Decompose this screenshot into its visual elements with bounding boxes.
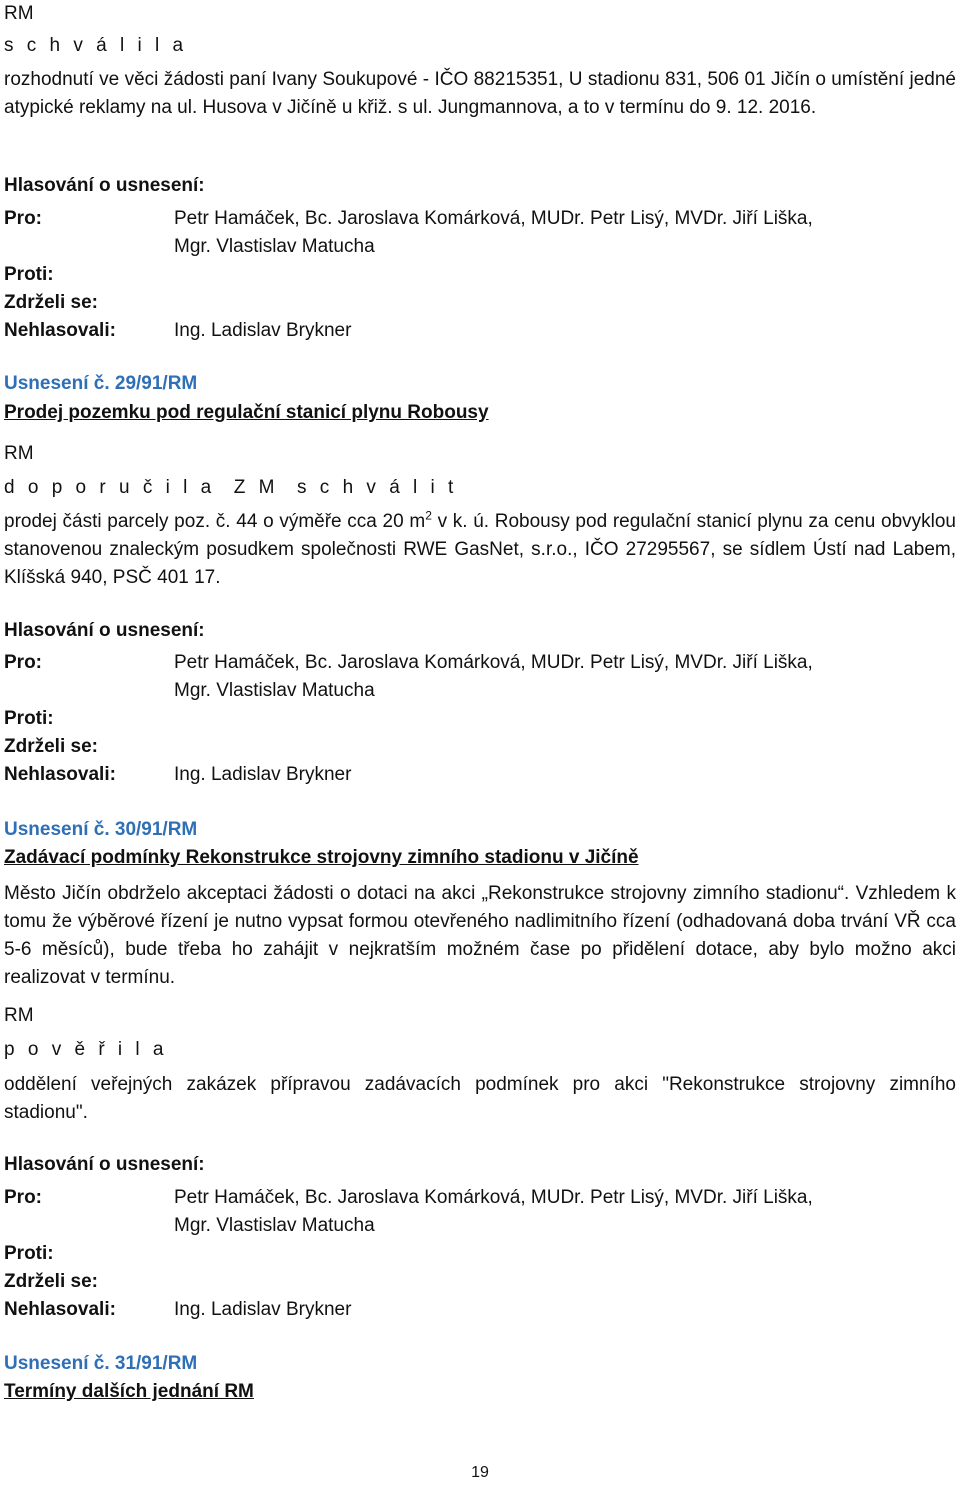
vote-pro-label: Pro: (4, 1187, 42, 1208)
vote-pro-label: Pro: (4, 652, 42, 673)
resolution-intro: Město Jičín obdrželo akceptaci žádosti o dotaci na akci „Rekonstrukce strojovny zimního stadionu“. Vzhledem k tomu že výběrové řízení je nutno vypsat formou otevřeného nadlimitního řízení (odhadovaná doba trvání VŘ cca 5-6 měsíců), bude třeba ho zahájit v nejkratším možném čase po přidělení dotace, aby bylo možno akci realizovat v termínu. (4, 883, 956, 988)
resolution-number: Usnesení č. 30/91/RM (4, 819, 198, 840)
vote-heading: Hlasování o usnesení: (4, 1154, 205, 1175)
vote-proti-label: Proti: (4, 264, 54, 285)
action-doporucila: d o p o r u č i l a Z M s c h v á l i t (4, 477, 458, 498)
vote-pro-label: Pro: (4, 208, 42, 229)
vote-pro-names-cont: Mgr. Vlastislav Matucha (174, 236, 375, 257)
vote-nehlasovali-names: Ing. Ladislav Brykner (174, 1299, 352, 1320)
page-number: 19 (471, 1464, 489, 1481)
vote-nehlasovali-names: Ing. Ladislav Brykner (174, 320, 352, 341)
resolution-text (4, 508, 956, 592)
vote-zdrzeli-label: Zdrželi se: (4, 736, 98, 757)
vote-nehlasovali-label: Nehlasovali: (4, 1299, 116, 1320)
vote-nehlasovali-label: Nehlasovali: (4, 764, 116, 785)
vote-pro-names-cont: Mgr. Vlastislav Matucha (174, 1215, 375, 1236)
rm-label: RM (4, 443, 34, 464)
vote-pro-names: Petr Hamáček, Bc. Jaroslava Komárková, MUDr. Petr Lisý, MVDr. Jiří Liška, (174, 208, 813, 229)
resolution-number: Usnesení č. 29/91/RM (4, 373, 198, 394)
superscript: 2 (425, 508, 432, 523)
vote-proti-label: Proti: (4, 1243, 54, 1264)
vote-zdrzeli-label: Zdrželi se: (4, 1271, 98, 1292)
rm-label: RM (4, 3, 34, 24)
resolution-title: Termíny dalších jednání RM (4, 1381, 254, 1402)
resolution-title: Zadávací podmínky Rekonstrukce strojovny zimního stadionu v Jičíně (4, 847, 639, 868)
resolution-title: Prodej pozemku pod regulační stanicí plynu Robousy (4, 402, 489, 423)
vote-pro-names: Petr Hamáček, Bc. Jaroslava Komárková, MUDr. Petr Lisý, MVDr. Jiří Liška, (174, 652, 813, 673)
vote-nehlasovali-names: Ing. Ladislav Brykner (174, 764, 352, 785)
rm-label: RM (4, 1005, 34, 1026)
text-part: prodej části parcely poz. č. 44 o výměře cca 20 m (4, 511, 426, 532)
vote-proti-label: Proti: (4, 708, 54, 729)
resolution-text: oddělení veřejných zakázek přípravou zadávacích podmínek pro akci "Rekonstrukce strojovny zimního stadionu". (4, 1074, 956, 1123)
vote-zdrzeli-label: Zdrželi se: (4, 292, 98, 313)
vote-heading: Hlasování o usnesení: (4, 175, 205, 196)
text-part: v k. ú. Robousy pod regulační stanicí plynu za cenu obvyklou stanovenou znaleckým posudkem společnosti RWE GasNet, s.r.o., IČO 27295567, se sídlem Ústí nad Labem, Klíšská 940, PSČ 401 17. (4, 511, 956, 588)
resolution-text: rozhodnutí ve věci žádosti paní Ivany Soukupové - IČO 88215351, U stadionu 831, 506 01 Jičín o umístění jedné atypické reklamy na ul. Husova v Jičíně u křiž. s ul. Jungmannova, a to v termínu do 9. 12. 2016. (4, 69, 956, 118)
action-schvalila: s c h v á l i l a (4, 35, 188, 56)
vote-pro-names-cont: Mgr. Vlastislav Matucha (174, 680, 375, 701)
vote-heading: Hlasování o usnesení: (4, 620, 205, 641)
action-poverila: p o v ě ř i l a (4, 1039, 168, 1060)
resolution-number: Usnesení č. 31/91/RM (4, 1353, 198, 1374)
vote-nehlasovali-label: Nehlasovali: (4, 320, 116, 341)
vote-pro-names: Petr Hamáček, Bc. Jaroslava Komárková, MUDr. Petr Lisý, MVDr. Jiří Liška, (174, 1187, 813, 1208)
